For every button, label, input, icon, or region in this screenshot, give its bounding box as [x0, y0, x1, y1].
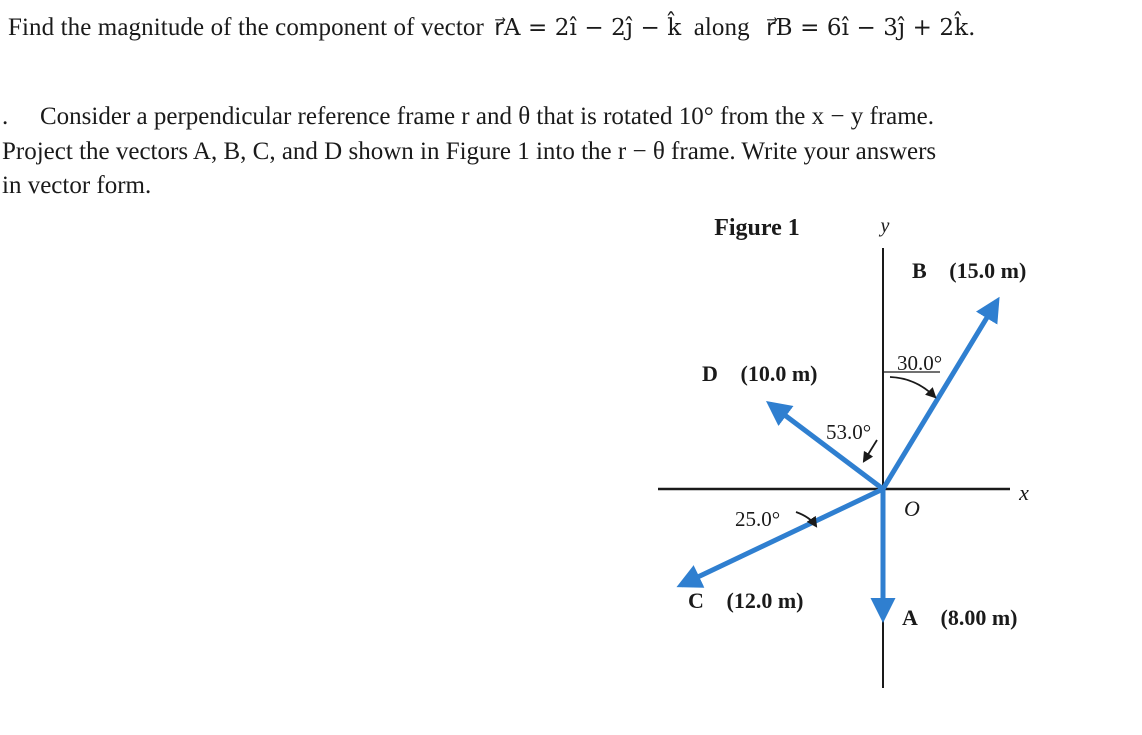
vector-rA-expression: r⃗A = 2î − 2ĵ − k̂ [494, 15, 682, 41]
question-1-prefix: Find the magnitude of the component of vector [8, 14, 484, 41]
x-axis-label: x [1019, 480, 1029, 505]
vector-rB-expression: r⃗B = 6î − 3ĵ + 2k̂. [766, 15, 976, 41]
vector-C-arrow [681, 489, 883, 585]
figure-title: Figure 1 [714, 215, 800, 241]
vector-A-label [902, 605, 1017, 630]
angle-label-C: 25.0° [735, 507, 781, 531]
y-axis-label: y [880, 215, 890, 237]
vector-C-label-text: C⃗ (12.0 m) [688, 588, 804, 613]
vector-C-label [688, 588, 803, 613]
along-word: along [693, 14, 750, 41]
origin-label: O [904, 496, 920, 521]
vector-D-arrow [770, 404, 883, 489]
angle-arc-B [890, 377, 935, 397]
vector-D-label [702, 361, 817, 386]
question-2-line-1-text: Consider a perpendicular reference frame r and θ that is rotated 10° from the x − y frame. [40, 103, 935, 130]
question-2-marker: . [2, 103, 9, 130]
question-2-line-3: in vector form. [2, 172, 152, 199]
vector-B-label [912, 258, 1026, 283]
question-2-line-2: Project the vectors A, B, C, and D shown in Figure 1 into the r − θ frame. Write your answers [2, 137, 937, 165]
vector-B-arrow [883, 301, 997, 489]
angle-label-B: 30.0° [897, 351, 943, 375]
angle-label-D: 53.0° [826, 420, 872, 444]
vector-A-label-text: A⃗ (8.00 m) [902, 605, 1018, 630]
vector-D-label-text: D⃗ (10.0 m) [702, 361, 818, 386]
vector-B-label-text: B⃗ (15.0 m) [912, 258, 1027, 283]
